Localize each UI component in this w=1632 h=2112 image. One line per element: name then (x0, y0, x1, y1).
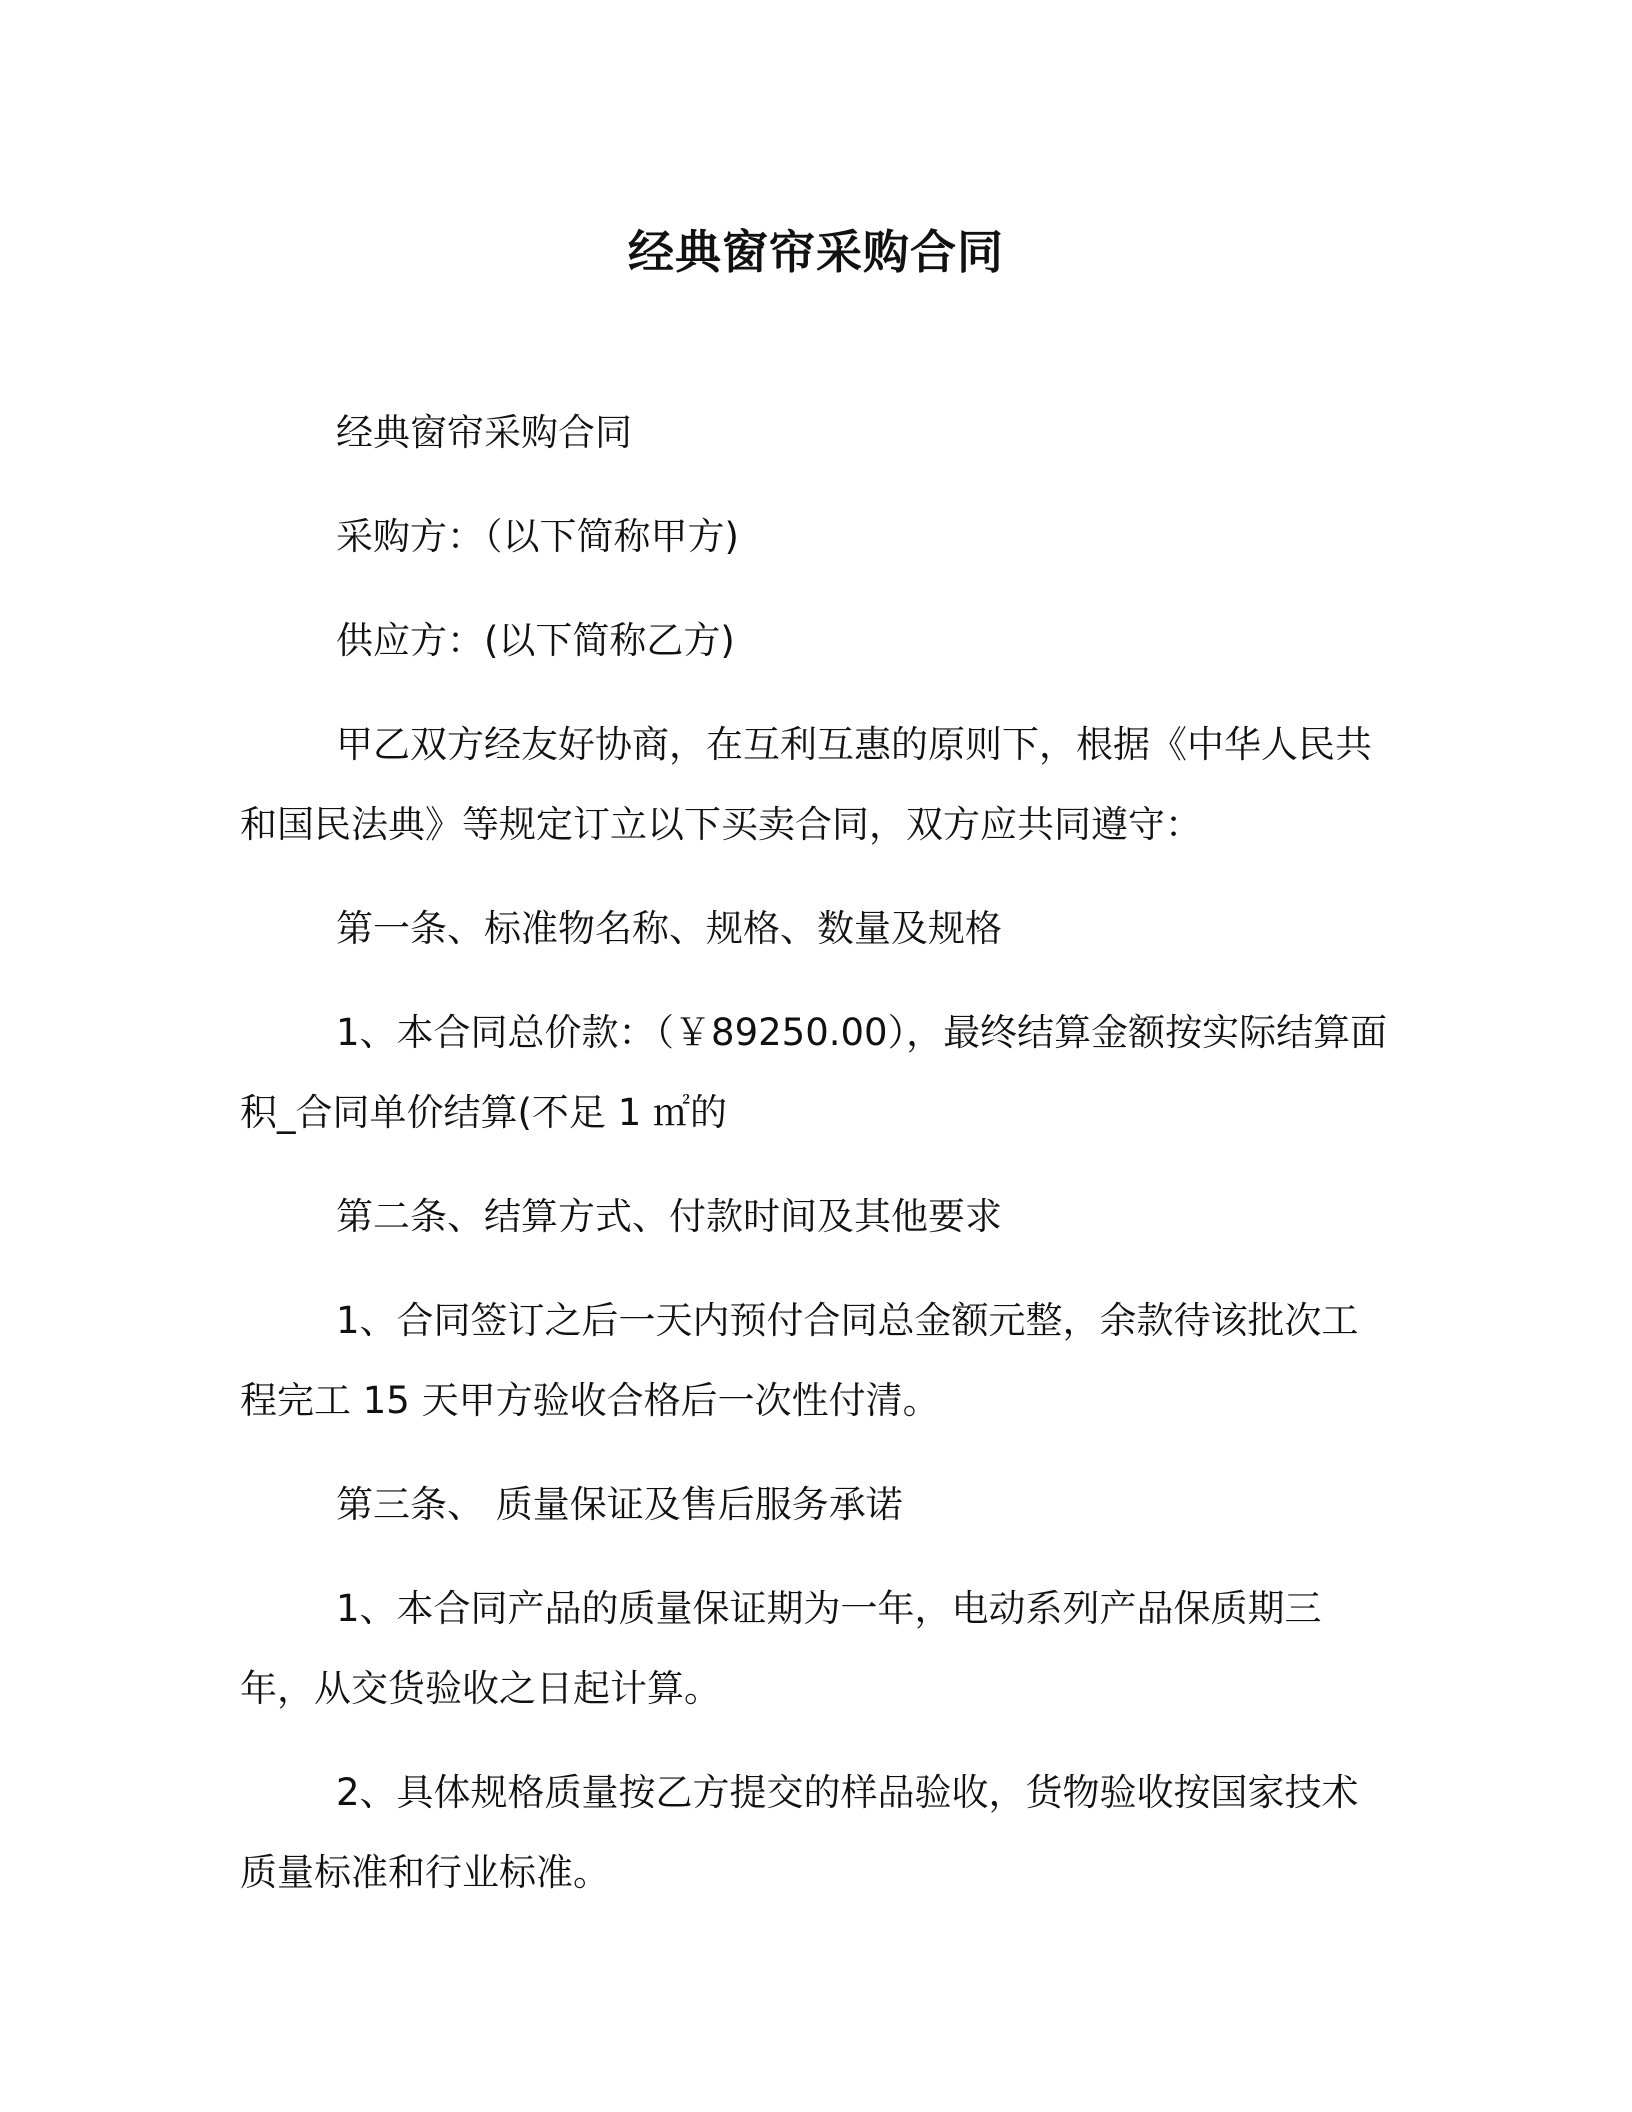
article-1-heading: 第一条、标准物名称、规格、数量及规格 (336, 907, 1002, 950)
paragraph-buyer: 采购方：（以下简称甲方) (336, 515, 739, 558)
article-3-heading: 第三条、 质量保证及售后服务承诺 (336, 1483, 903, 1526)
article-3-clause-2: 2、具体规格质量按乙方提交的样品验收，货物验收按国家技术质量标准和行业标准。 (240, 1771, 1359, 1894)
document-body (240, 393, 1388, 1937)
article-2-heading: 第二条、结算方式、付款时间及其他要求 (336, 1195, 1002, 1238)
paragraph-supplier: 供应方：(以下简称乙方) (336, 619, 735, 662)
paragraph-heading-repeat: 经典窗帘采购合同 (336, 411, 632, 454)
article-1-clause-1: 1、本合同总价款：（￥89250.00），最终结算金额按实际结算面积_合同单价结算(不足 1 ㎡的 (240, 1011, 1388, 1134)
document-title: 经典窗帘采购合同 (628, 225, 1004, 279)
paragraph-preamble: 甲乙双方经友好协商，在互利互惠的原则下，根据《中华人民共和国民法典》等规定订立以下买卖合同，双方应共同遵守： (240, 723, 1372, 846)
article-3-clause-1: 1、本合同产品的质量保证期为一年，电动系列产品保质期三年，从交货验收之日起计算。 (240, 1587, 1322, 1710)
article-2-clause-1: 1、合同签订之后一天内预付合同总金额元整，余款待该批次工程完工 15 天甲方验收合格后一次性付清。 (240, 1299, 1359, 1422)
